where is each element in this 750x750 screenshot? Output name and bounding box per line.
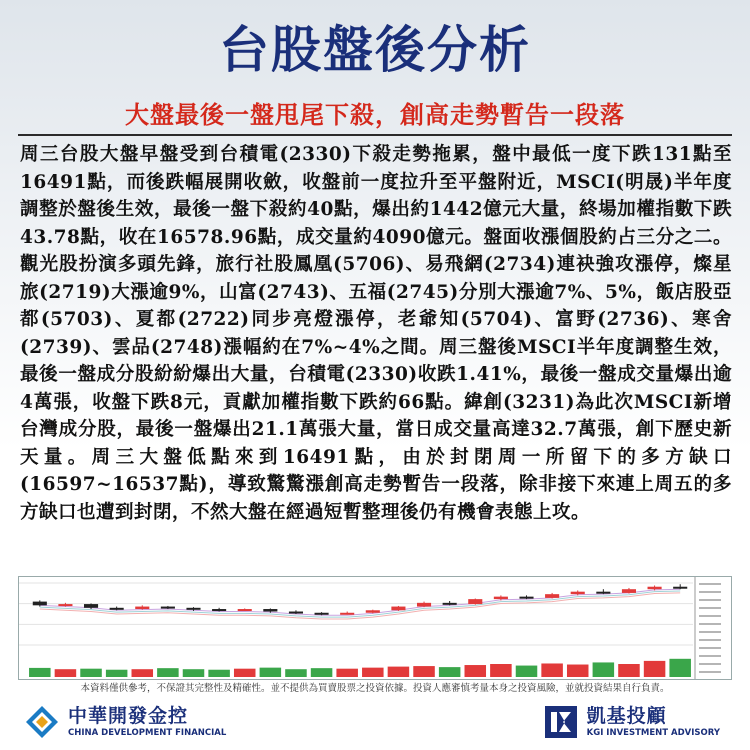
axis-tick xyxy=(699,583,721,585)
candle-body xyxy=(494,597,508,599)
footer-bar xyxy=(0,698,750,750)
volume-bar xyxy=(234,669,256,677)
candle-body xyxy=(596,592,610,594)
volume-bar xyxy=(311,668,333,677)
article-body: 周三台股大盤早盤受到台積電(2330)下殺走勢拖累，盤中最低一度下跌131點至16491點，而後跌幅展開收斂，收盤前一度拉升至平盤附近，MSCI(明晟)半年度調整於盤後生效，最後一盤下殺約40點，爆出約1442億元大量，終場加權指數下跌43.78點，收在16578.96點，成交量約4090億元。盤面收漲個股約占三分之二。觀光股扮演多頭先鋒，旅行社股鳳凰(5706)、易飛網(2734)連袂強攻漲停，燦星旅(2719)大漲逾9%，山富(2743)、五福(2745)分別大漲逾7%、5%，飯店股亞都(5703)、夏都(2722)同步亮燈漲停，老爺知(5704)、富野(2736)、寒舍(2739)、雲品(2748)漲幅約在7%~4%之間。周三盤後MSCI半年度調整生效，最後一盤成分股紛紛爆出大量，台積電(2330)收跌1.41%，最後一盤成交量爆出逾4萬張，收盤下跌8元，貢獻加權指數下跌約66點。緯創(3231)為此次MSCI新增台灣成分股，最後一盤爆出21.1萬張大量，當日成交量高達32.7萬張，創下歷史新天量。周三大盤低點來到16491點，由於封閉周一所留下的多方缺口(16597~16537點)，導致驚驚漲創高走勢暫告一段落，除非接下來連上周五的多方缺口也遭到封閉，不然大盤在經過短暫整理後仍有機會表態上攻。 xyxy=(20,144,732,523)
volume-bar xyxy=(157,668,179,677)
candle-body xyxy=(238,609,252,611)
candle-body xyxy=(571,592,585,594)
candle-body xyxy=(186,608,200,610)
candle-body xyxy=(366,610,380,612)
volume-bar xyxy=(593,662,615,677)
axis-tick xyxy=(699,631,721,633)
volume-bar xyxy=(29,668,51,677)
volume-bar xyxy=(80,669,102,677)
kgi-brand-name-en: KGI INVESTMENT ADVISORY xyxy=(586,728,720,738)
volume-bar xyxy=(260,668,282,677)
candle-body xyxy=(263,609,277,611)
cdf-logo-icon xyxy=(24,704,60,740)
axis-tick xyxy=(699,623,721,625)
title-divider xyxy=(18,134,732,136)
candle-body xyxy=(84,604,98,608)
candle-body xyxy=(340,613,354,615)
volume-bar xyxy=(465,665,487,677)
candle-body xyxy=(391,607,405,611)
cdf-brand-name: 中華開發金控 xyxy=(68,705,189,727)
axis-tick xyxy=(699,607,721,609)
volume-bar xyxy=(439,667,461,677)
kgi-logo xyxy=(543,704,720,740)
candlestick-chart xyxy=(19,577,732,680)
candle-body xyxy=(443,603,457,605)
volume-bar xyxy=(644,661,666,677)
volume-bar xyxy=(567,665,589,677)
volume-bar xyxy=(516,666,538,677)
volume-bar xyxy=(618,664,640,677)
candle-body xyxy=(33,602,47,606)
axis-tick xyxy=(699,639,721,641)
candle-body xyxy=(468,599,482,604)
disclaimer-text: 本資料僅供參考，不保證其完整性及精確性。並不提供為買賣股票之投資依據。投資人應審慎考量本身之投資風險，並就投資結果自行負責。 xyxy=(80,683,670,694)
volume-bar xyxy=(285,669,307,677)
candle-body xyxy=(135,607,149,609)
candle-body xyxy=(519,597,533,599)
cdf-logo xyxy=(24,704,226,740)
volume-bar xyxy=(541,663,563,677)
candle-body xyxy=(545,594,559,598)
candle-body xyxy=(110,608,124,610)
volume-bar xyxy=(413,666,435,677)
candle-body xyxy=(315,613,329,615)
axis-tick xyxy=(699,647,721,649)
candle-body xyxy=(289,612,303,614)
volume-bar xyxy=(336,669,358,677)
kgi-logo-icon xyxy=(543,704,579,740)
candle-body xyxy=(622,589,636,593)
headline-subtitle: 大盤最後一盤甩尾下殺，創高走勢暫告一段落 xyxy=(125,100,625,129)
volume-bar xyxy=(208,670,230,677)
candle-body xyxy=(417,603,431,607)
volume-bar xyxy=(388,667,410,677)
candle-body xyxy=(648,587,662,589)
volume-bar xyxy=(362,668,384,677)
candle-body xyxy=(673,587,687,589)
candle-body xyxy=(58,604,72,606)
axis-tick xyxy=(699,663,721,665)
volume-bar xyxy=(669,659,691,677)
cdf-brand-name-en: CHINA DEVELOPMENT FINANCIAL xyxy=(68,728,227,738)
axis-tick xyxy=(699,655,721,657)
axis-tick xyxy=(699,615,721,617)
volume-bar xyxy=(490,664,512,677)
axis-tick xyxy=(699,671,721,673)
axis-tick xyxy=(699,591,721,593)
candle-body xyxy=(161,607,175,609)
volume-bar xyxy=(183,669,205,677)
volume-bar xyxy=(55,669,77,677)
axis-tick xyxy=(699,599,721,601)
stock-chart xyxy=(18,576,732,680)
candle-body xyxy=(212,609,226,611)
kgi-brand-name: 凱基投顧 xyxy=(586,705,667,727)
volume-bar xyxy=(132,669,154,677)
page-title: 台股盤後分析 xyxy=(219,21,531,79)
volume-bar xyxy=(106,670,128,677)
